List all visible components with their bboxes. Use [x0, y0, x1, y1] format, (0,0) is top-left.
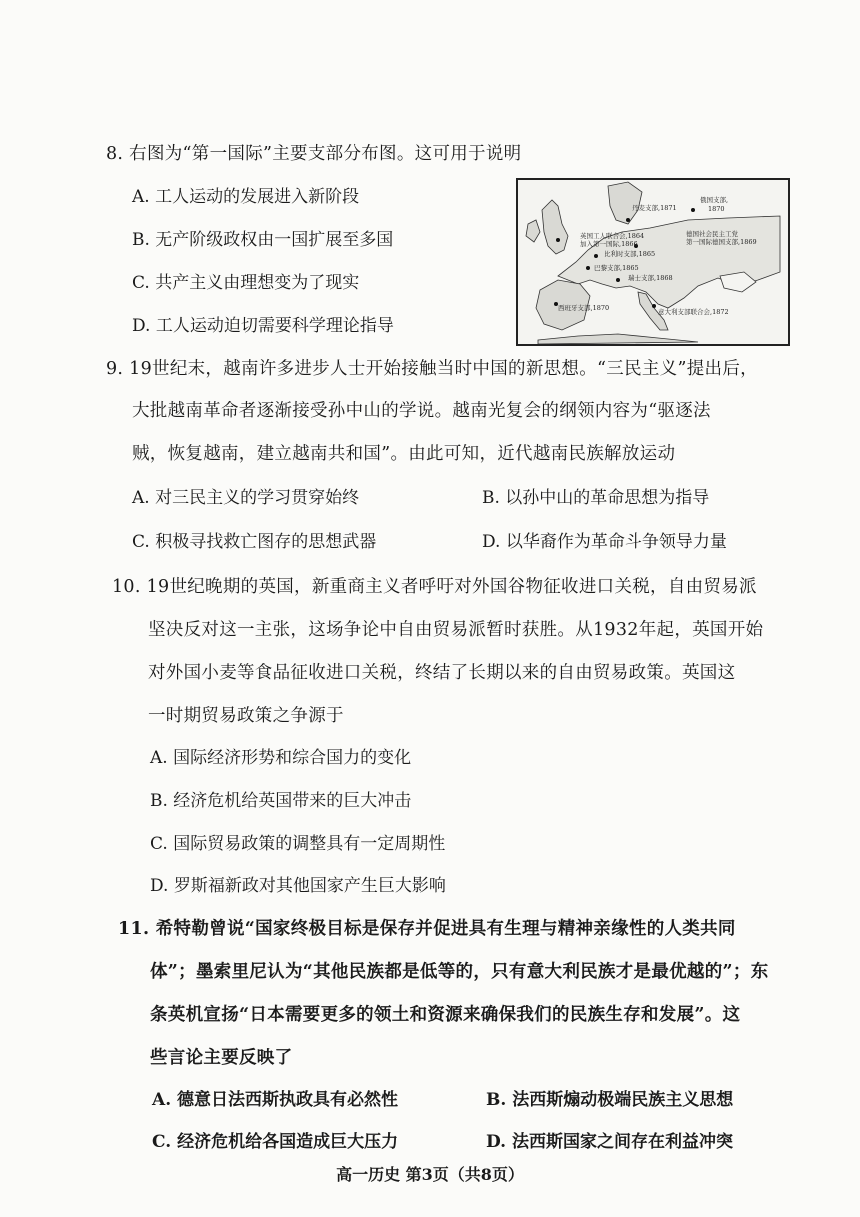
- map-label-paris: 巴黎支部,1865: [594, 264, 639, 272]
- map-label-spain: 西班牙支部,1870: [558, 304, 610, 312]
- map-label-denmark: 丹麦支部,1871: [632, 204, 677, 212]
- question-10-option-d[interactable]: D. 罗斯福新政对其他国家产生巨大影响: [150, 876, 446, 896]
- map-marker-denmark: [626, 218, 630, 222]
- question-8-option-b[interactable]: B. 无产阶级政权由一国扩展至多国: [132, 230, 394, 250]
- map-label-switzerland: 瑞士支部,1868: [628, 274, 673, 282]
- question-9-option-c[interactable]: C. 积极寻找救亡图存的思想武器: [132, 532, 377, 552]
- question-8-option-a[interactable]: A. 工人运动的发展进入新阶段: [132, 187, 360, 207]
- map-label-russia-year: 1870: [708, 205, 725, 213]
- first-international-branch-map: [516, 178, 790, 346]
- question-8-option-d[interactable]: D. 工人运动迫切需要科学理论指导: [132, 316, 394, 336]
- question-11-stem-line-4: 些言论主要反映了: [150, 1048, 293, 1068]
- map-marker-russia: [691, 208, 695, 212]
- question-10-stem-line-4: 一时期贸易政策之争源于: [148, 706, 344, 726]
- map-label-britain: 英国工人联合会,1864: [580, 232, 645, 240]
- question-11-option-b[interactable]: B. 法西斯煽动极端民族主义思想: [486, 1090, 734, 1110]
- map-land-scandinavia: [608, 182, 642, 224]
- question-11-stem-line-3: 条英机宣扬“日本需要更多的领土和资源来确保我们的民族生存和发展”。这: [150, 1005, 741, 1025]
- question-11-option-a[interactable]: A. 德意日法西斯执政具有必然性: [152, 1090, 399, 1110]
- question-9-option-a[interactable]: A. 对三民主义的学习贯穿始终: [132, 488, 360, 508]
- map-land-ireland: [526, 220, 540, 242]
- question-11-option-c[interactable]: C. 经济危机给各国造成巨大压力: [152, 1132, 399, 1152]
- map-marker-paris: [586, 266, 590, 270]
- question-10-stem-line-2: 坚决反对这一主张，这场争论中自由贸易派暂时获胜。从1932年起，英国开始: [148, 620, 764, 640]
- question-9-option-b[interactable]: B. 以孙中山的革命思想为指导: [482, 488, 710, 508]
- map-label-britain-join: 加入第一国际,1866: [580, 240, 638, 248]
- question-11-stem-line-2: 体”；墨索里尼认为“其他民族都是低等的，只有意大利民族才是最优越的”；东: [150, 962, 769, 982]
- question-10-stem-line-3: 对外国小麦等食品征收进口关税，终结了长期以来的自由贸易政策。英国这: [148, 663, 736, 683]
- question-11-stem-line-1: 11. 希特勒曾说“国家终极目标是保存并促进具有生理与精神亲缘性的人类共同: [118, 919, 736, 939]
- question-8-option-c[interactable]: C. 共产主义由理想变为了现实: [132, 273, 360, 293]
- map-label-belgium: 比利时支部,1865: [604, 250, 656, 258]
- map-land-continent: [558, 216, 780, 308]
- map-marker-italy: [652, 304, 656, 308]
- map-label-russia: 俄国支部,: [700, 196, 729, 204]
- question-11-option-d[interactable]: D. 法西斯国家之间存在利益冲突: [486, 1132, 733, 1152]
- page-footer: 高一历史 第3页（共8页）: [336, 1165, 524, 1184]
- map-marker-belgium: [594, 254, 598, 258]
- question-10-stem-line-1: 10. 19世纪晚期的英国，新重商主义者呼吁对外国谷物征收进口关税，自由贸易派: [112, 577, 757, 597]
- question-10-option-b[interactable]: B. 经济危机给英国带来的巨大冲击: [150, 791, 412, 811]
- map-label-germany-sdap: 德国社会民主工党: [686, 230, 738, 238]
- question-10-option-a[interactable]: A. 国际经济形势和综合国力的变化: [150, 748, 412, 768]
- map-label-italy: 意大利支部联合会,1872: [658, 308, 729, 316]
- question-10-option-c[interactable]: C. 国际贸易政策的调整具有一定周期性: [150, 834, 446, 854]
- question-9-option-d[interactable]: D. 以华裔作为革命斗争领导力量: [482, 532, 727, 552]
- question-9-stem-line-3: 贼，恢复越南，建立越南共和国”。由此可知，近代越南民族解放运动: [132, 444, 676, 464]
- map-label-germany-branch: 第一国际德国支部,1869: [686, 238, 757, 246]
- map-marker-switzerland: [616, 278, 620, 282]
- map-land-britain: [542, 200, 568, 254]
- question-9-stem-line-2: 大批越南革命者逐渐接受孙中山的学说。越南光复会的纲领内容为“驱逐法: [132, 401, 711, 421]
- question-9-stem-line-1: 9. 19世纪末，越南许多进步人士开始接触当时中国的新思想。“三民主义”提出后，: [106, 359, 758, 379]
- question-8-stem: 8. 右图为“第一国际”主要支部分布图。这可用于说明: [106, 144, 522, 164]
- map-marker-britain: [556, 238, 560, 242]
- map-land-north-africa: [538, 334, 698, 344]
